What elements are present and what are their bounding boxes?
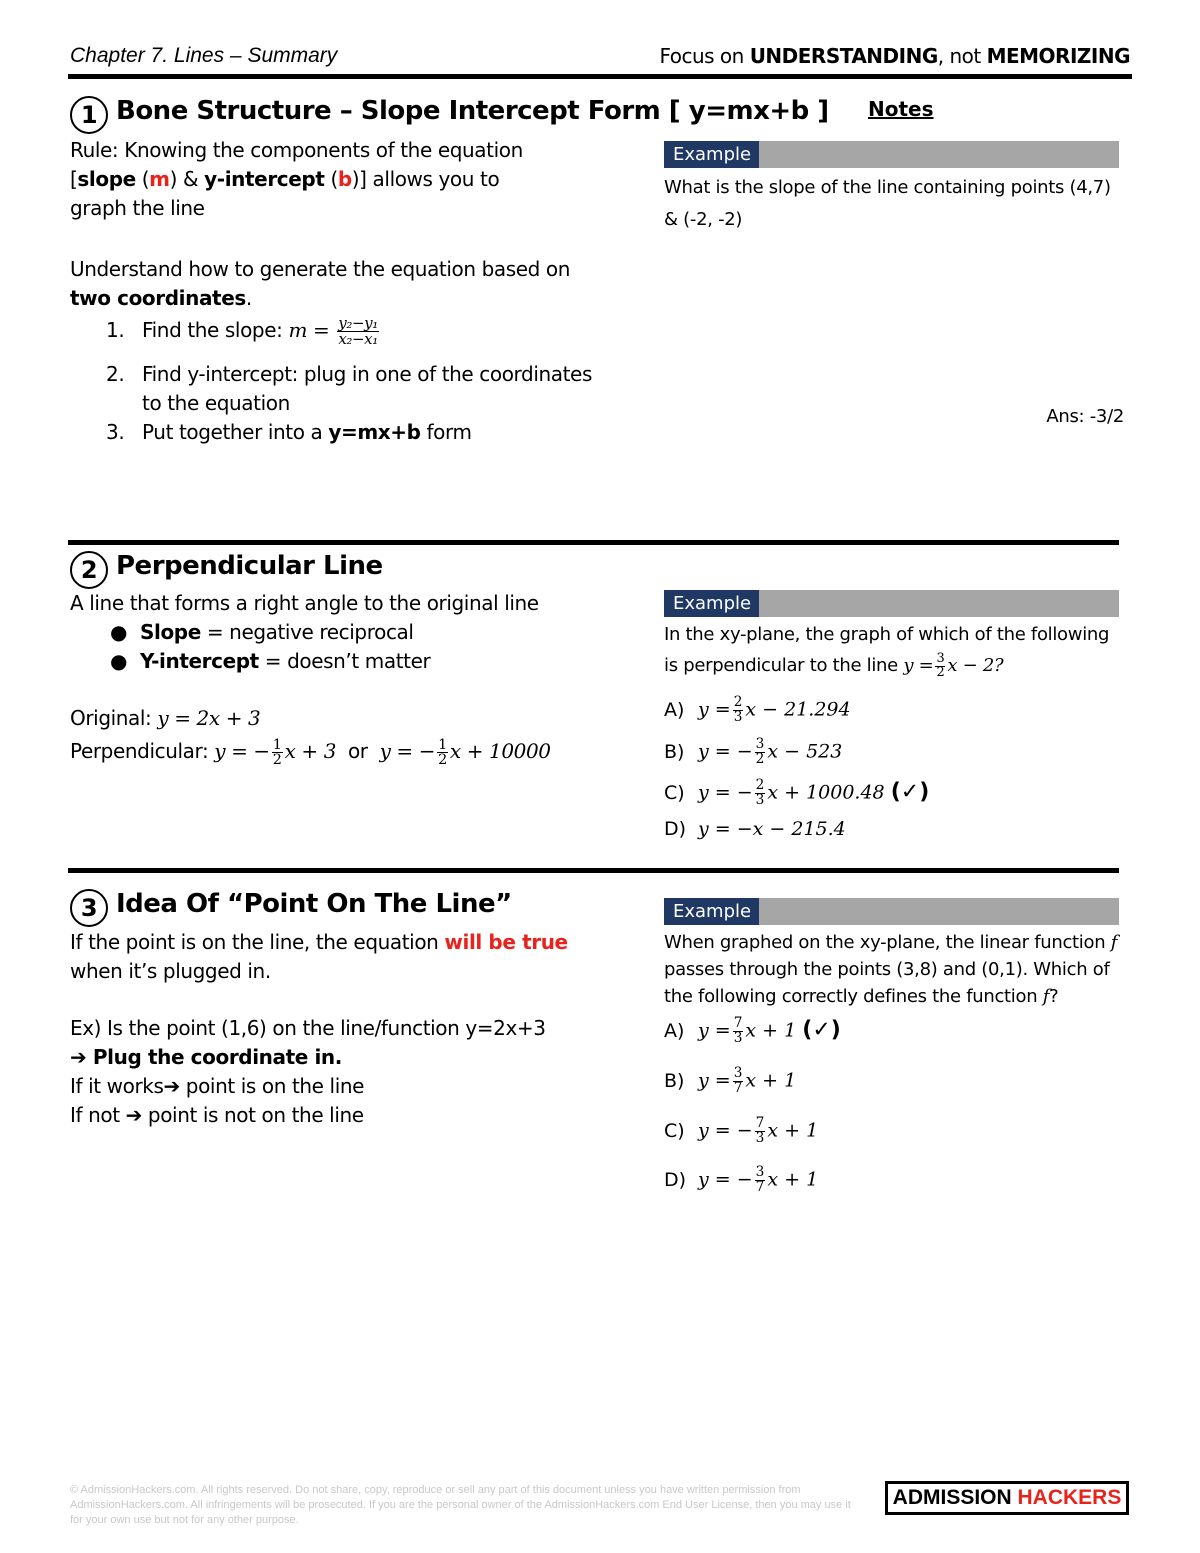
q2-eq-post: x − 2? [947, 655, 1004, 676]
fraction-denominator: 7 [755, 1178, 765, 1195]
fraction-numerator: 1 [272, 736, 282, 753]
bullet-text: = doesn’t matter [258, 649, 431, 673]
perp-a-post: x + 3 [284, 739, 337, 763]
option-pre: y = − [698, 1119, 753, 1142]
example1-answer: Ans: -3/2 [1046, 406, 1124, 427]
perp-b-fraction [437, 738, 448, 768]
option-label: D) [664, 1168, 687, 1191]
s2-option-a [664, 696, 851, 724]
s3-option-c [664, 1117, 818, 1145]
fraction-numerator: 2 [733, 694, 743, 710]
example1-line2: & (-2, -2) [664, 209, 743, 230]
option-fraction [733, 1017, 744, 1045]
step-text: Find the slope: [142, 318, 289, 342]
s3-plug-line: ➔ Plug the coordinate in. [70, 1045, 342, 1069]
example-bar-3 [664, 898, 1119, 925]
step-1 [106, 316, 626, 360]
step-3 [106, 418, 626, 447]
s2-option-d [664, 818, 846, 840]
header-rule [68, 74, 1132, 79]
q3-f: f [1042, 986, 1050, 1007]
option-label: C) [664, 781, 685, 804]
s3-ex-line: Ex) Is the point (1,6) on the line/function y=2x+3 [70, 1016, 546, 1040]
s2-option-b [664, 738, 842, 766]
section2-title [70, 551, 383, 589]
s3-line2: when it’s plugged in. [70, 959, 271, 983]
step-text: Put together into a [142, 420, 329, 444]
copyright-notice: © AdmissionHackers.com. All rights reserved. Do not share, copy, reproduce or sell any part of this document unless you have written permission from AdmissionHackers.com. All infringements will be prosecuted. If you are the personal owner of the AdmissionHackers.com End User License, then you may use it for your own use but not for any other purpose. [70, 1484, 851, 1526]
perpendicular-line [70, 737, 630, 767]
option-post: x + 1 [745, 1069, 797, 1092]
focus-tagline [659, 44, 1130, 68]
fraction-numerator: 3 [755, 736, 765, 752]
s3-option-a [664, 1017, 841, 1045]
option-fraction [755, 1117, 766, 1145]
rule-tail: allows you to [366, 167, 500, 191]
fraction-numerator: 3 [755, 1164, 765, 1180]
section1-body [70, 136, 630, 313]
bullet-bold: Y-intercept [140, 649, 259, 673]
section1-title [70, 96, 829, 134]
s3-option-d [664, 1166, 818, 1194]
fraction-denominator: 2 [755, 750, 765, 767]
step-text: Find y-intercept: plug in one of the coordinates [142, 362, 592, 386]
s3-option-b [664, 1067, 796, 1095]
check-mark-icon: (✓) [802, 1017, 841, 1043]
s3-not-line: If not ➔ point is not on the line [70, 1103, 364, 1127]
example-tag: Example [664, 898, 759, 925]
bullet-dot: ● [110, 649, 128, 673]
two-coordinates-bold: two coordinates [70, 286, 246, 310]
fraction-denominator: 3 [733, 708, 743, 725]
section2-title-text: Perpendicular Line [116, 551, 383, 581]
option-label: B) [664, 1069, 685, 1092]
q2-fraction [935, 650, 945, 680]
q3-text: the following correctly defines the function [664, 986, 1043, 1007]
option-pre: y = −x − 215.4 [698, 818, 846, 840]
option-post: x − 21.294 [745, 698, 851, 721]
step-tail: form [420, 420, 472, 444]
fraction-numerator: 3 [936, 650, 945, 666]
example3-question [664, 929, 1134, 1010]
original-line [70, 704, 630, 733]
slope-fraction [337, 316, 379, 347]
b-letter: b [337, 167, 352, 191]
fraction-denominator: 3 [733, 1029, 743, 1046]
logo-admission: ADMISSION [892, 1486, 1018, 1509]
section3-rule [68, 868, 1119, 873]
example-bar-2 [664, 590, 1119, 617]
fraction-numerator: 3 [733, 1065, 743, 1081]
section3-body [70, 928, 630, 1130]
option-post: x − 523 [767, 740, 843, 763]
understand-line: Understand how to generate the equation based on [70, 257, 571, 281]
step-2 [106, 360, 626, 389]
example1-line1: What is the slope of the line containing points (4,7) [664, 177, 1111, 198]
will-be-true: will be true [444, 930, 568, 954]
option-label: B) [664, 740, 685, 763]
option-label: D) [664, 818, 687, 840]
original-equation: y = 2x + 3 [157, 706, 261, 730]
admission-hackers-logo [885, 1481, 1129, 1515]
rule-line1: Rule: Knowing the components of the equation [70, 138, 523, 162]
fraction-numerator: 7 [755, 1115, 765, 1131]
two-coordinates-line: two coordinates. [70, 286, 252, 310]
s3-line1 [70, 928, 630, 957]
notes-label: Notes [868, 97, 934, 121]
bullet-text: = negative reciprocal [200, 620, 414, 644]
option-post: x + 1000.48 [767, 781, 885, 804]
bullet-bold: Slope [140, 620, 201, 644]
example3-line2: passes through the points (3,8) and (0,1). Which of [664, 959, 1110, 980]
slope-word: slope [77, 167, 136, 191]
slope-lhs: m = [288, 318, 330, 342]
focus-bold-memorizing: MEMORIZING [986, 44, 1130, 68]
bullet-dot: ● [110, 620, 128, 644]
logo-hackers: HACKERS [1017, 1486, 1122, 1509]
perp-description: A line that forms a right angle to the original line [70, 591, 539, 615]
step-number: 3. [106, 420, 125, 444]
rule-line3: graph the line [70, 196, 205, 220]
example2-question [664, 621, 1134, 679]
option-post: x + 1 [767, 1119, 819, 1142]
q3-end: ? [1049, 986, 1059, 1007]
focus-mid: , not [937, 44, 987, 68]
perp-a-fraction [272, 738, 283, 768]
original-label: Original: [70, 706, 158, 730]
fraction-denominator: 2 [272, 752, 282, 768]
step-bold: y=mx+b [328, 420, 421, 444]
s2-option-c [664, 779, 929, 807]
example-bar-1 [664, 141, 1119, 168]
perp-b-pre: y = − [379, 739, 436, 763]
section3-number-badge: 3 [70, 889, 108, 927]
fraction-denominator: x₂−x₁ [338, 330, 378, 348]
steps-list [106, 316, 626, 447]
q1-f: f [1110, 932, 1118, 953]
option-pre: y = − [698, 781, 753, 804]
option-pre: y = − [698, 1168, 753, 1191]
m-letter: m [149, 167, 170, 191]
fraction-numerator: 1 [438, 736, 447, 753]
option-pre: y = [698, 698, 731, 721]
bullet-yint [70, 647, 630, 676]
option-label: A) [664, 698, 685, 721]
focus-bold-understanding: UNDERSTANDING [749, 44, 938, 68]
example-tag: Example [664, 141, 759, 168]
chapter-title: Chapter 7. Lines – Summary [70, 44, 338, 67]
fraction-denominator: 2 [936, 664, 945, 680]
option-post: x + 1 [745, 1019, 797, 1042]
or-word: or [347, 739, 368, 763]
example1-question [664, 174, 1124, 233]
q2-pre: is perpendicular to the line [664, 655, 904, 676]
q2-eq-pre: y = [903, 655, 934, 676]
yint-word: y-intercept [204, 167, 325, 191]
option-post: x + 1 [767, 1168, 819, 1191]
focus-prefix: Focus on [659, 44, 750, 68]
example2-line2 [664, 652, 1134, 679]
option-pre: y = [698, 1019, 731, 1042]
q1-text: When graphed on the xy-plane, the linear function [664, 932, 1111, 953]
step-number: 1. [106, 318, 125, 342]
option-pre: y = [698, 1069, 731, 1092]
option-fraction [733, 696, 744, 724]
check-mark-icon: (✓) [890, 779, 930, 805]
section1-title-text: Bone Structure – Slope Intercept Form [ y=mx+b ] [116, 96, 829, 126]
perp-b-post: x + 10000 [449, 739, 551, 763]
fraction-numerator: y₂−y₁ [338, 314, 378, 332]
section3-title [70, 889, 512, 927]
step-2-cont: to the equation [142, 391, 290, 415]
fraction-denominator: 3 [755, 791, 765, 808]
rule-line2: [slope (m) & y-intercept (b)] allows you to [70, 167, 500, 191]
section3-title-text: Idea Of “Point On The Line” [116, 889, 512, 919]
option-fraction [755, 779, 766, 807]
perpendicular-label: Perpendicular: [70, 739, 215, 763]
option-fraction [733, 1067, 744, 1095]
section2-number-badge: 2 [70, 551, 108, 589]
example2-line1: In the xy-plane, the graph of which of the following [664, 624, 1110, 645]
fraction-denominator: 3 [755, 1129, 765, 1146]
fraction-denominator: 7 [733, 1079, 743, 1096]
example3-line3 [664, 983, 1134, 1010]
example3-line1 [664, 929, 1134, 956]
section2-body [70, 589, 630, 767]
section1-number-badge: 1 [70, 96, 108, 134]
section2-rule [68, 540, 1119, 545]
option-fraction [755, 1166, 766, 1194]
perp-a-pre: y = − [214, 739, 270, 763]
step-number: 2. [106, 362, 125, 386]
fraction-numerator: 7 [733, 1015, 743, 1031]
s3-line1-pre: If the point is on the line, the equation [70, 930, 445, 954]
example-tag: Example [664, 590, 759, 617]
ampersand: & [177, 167, 205, 191]
option-fraction [755, 738, 766, 766]
option-pre: y = − [698, 740, 753, 763]
option-label: C) [664, 1119, 685, 1142]
fraction-numerator: 2 [755, 777, 765, 793]
bullet-slope [70, 618, 630, 647]
s3-works-line: If it works➔ point is on the line [70, 1074, 365, 1098]
option-label: A) [664, 1019, 685, 1042]
fraction-denominator: 2 [438, 752, 447, 768]
bracket-open: [ [70, 167, 78, 191]
